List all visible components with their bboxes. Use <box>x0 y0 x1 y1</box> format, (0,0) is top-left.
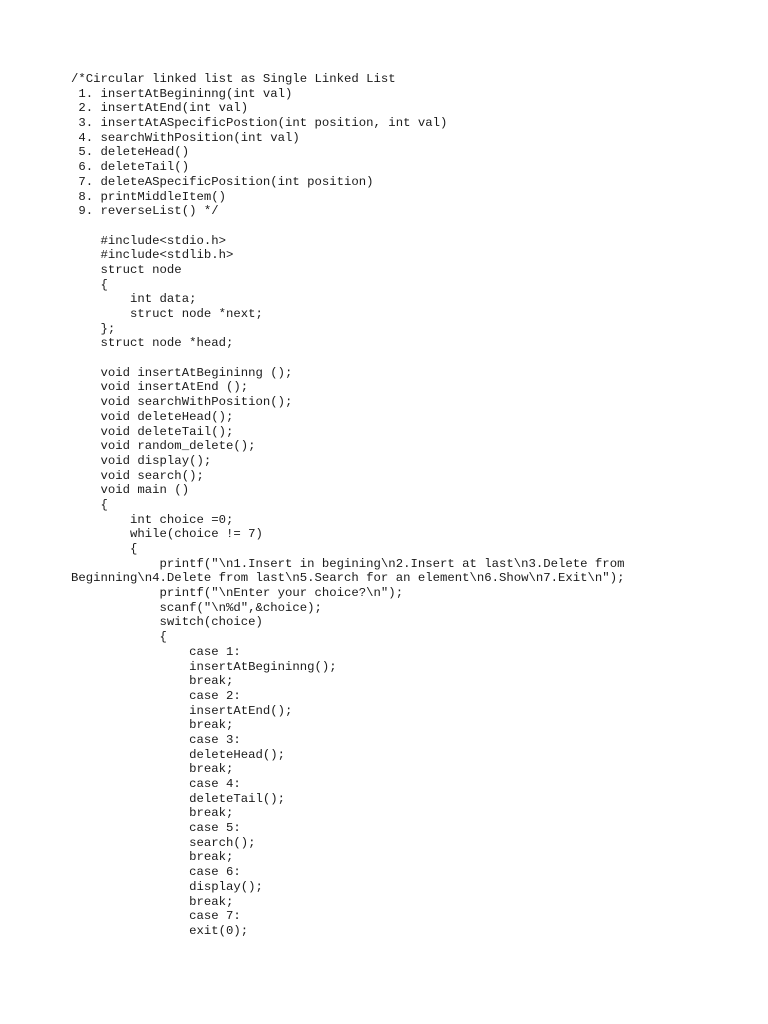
code-line: break; <box>71 718 234 733</box>
code-line: void search(); <box>71 468 204 483</box>
code-line: void random_delete(); <box>71 439 256 454</box>
code-line: { <box>71 497 108 512</box>
code-line: { <box>71 277 108 292</box>
code-listing <box>71 72 624 939</box>
code-line: void deleteTail(); <box>71 424 234 439</box>
code-line: /*Circular linked list as Single Linked List <box>71 72 396 86</box>
code-line: 2. insertAtEnd(int val) <box>71 101 249 116</box>
code-line: printf("\n1.Insert in begining\n2.Insert at last\n3.Delete from <box>71 556 625 571</box>
code-line: insertAtBegininng(); <box>71 659 337 674</box>
code-line: int choice =0; <box>71 512 234 527</box>
code-line: case 5: <box>71 821 241 836</box>
code-line: Beginning\n4.Delete from last\n5.Search for an element\n6.Show\n7.Exit\n"); <box>71 571 625 586</box>
code-line: 3. insertAtASpecificPostion(int position, int val) <box>71 116 448 131</box>
code-line: #include<stdlib.h> <box>71 248 234 263</box>
code-line: switch(choice) <box>71 615 263 630</box>
code-line: }; <box>71 321 116 336</box>
code-line: struct node *head; <box>71 336 234 351</box>
code-line: void main () <box>71 483 190 498</box>
code-line: 4. searchWithPosition(int val) <box>71 130 300 145</box>
code-line: deleteTail(); <box>71 791 286 806</box>
code-line: exit(0); <box>71 923 249 938</box>
code-line: break; <box>71 674 234 689</box>
code-line: int data; <box>71 292 197 307</box>
code-line: #include<stdio.h> <box>71 233 226 248</box>
code-line: { <box>71 542 138 556</box>
code-line: case 2: <box>71 688 241 703</box>
code-line: case 3: <box>71 732 241 747</box>
code-line <box>71 219 624 234</box>
code-line: void display(); <box>71 453 212 468</box>
code-line: case 4: <box>71 777 241 791</box>
code-line: { <box>71 630 167 645</box>
code-line: break; <box>71 894 234 909</box>
code-line: 6. deleteTail() <box>71 160 190 175</box>
code-line: search(); <box>71 835 256 850</box>
code-line: 9. reverseList() */ <box>71 204 219 219</box>
code-line: void insertAtEnd (); <box>71 380 249 395</box>
code-line <box>71 351 624 366</box>
code-line: display(); <box>71 879 263 894</box>
code-line: printf("\nEnter your choice?\n"); <box>71 586 404 601</box>
code-line: void deleteHead(); <box>71 409 234 424</box>
code-line: 8. printMiddleItem() <box>71 189 226 204</box>
code-line: void searchWithPosition(); <box>71 395 293 410</box>
code-line: break; <box>71 850 234 865</box>
code-line: void insertAtBegininng (); <box>71 365 293 380</box>
code-line: 5. deleteHead() <box>71 145 190 160</box>
code-line: case 6: <box>71 865 241 880</box>
code-line: struct node <box>71 262 182 277</box>
code-line: 1. insertAtBegininng(int val) <box>71 86 293 101</box>
code-line: while(choice != 7) <box>71 527 263 542</box>
code-line: 7. deleteASpecificPosition(int position) <box>71 174 374 189</box>
code-line: struct node *next; <box>71 307 263 321</box>
code-line: insertAtEnd(); <box>71 703 293 718</box>
code-line: case 7: <box>71 909 241 924</box>
code-line: deleteHead(); <box>71 747 286 762</box>
code-line: scanf("\n%d",&choice); <box>71 600 322 615</box>
code-line: case 1: <box>71 644 241 659</box>
code-line: break; <box>71 806 234 821</box>
code-line: break; <box>71 762 234 777</box>
